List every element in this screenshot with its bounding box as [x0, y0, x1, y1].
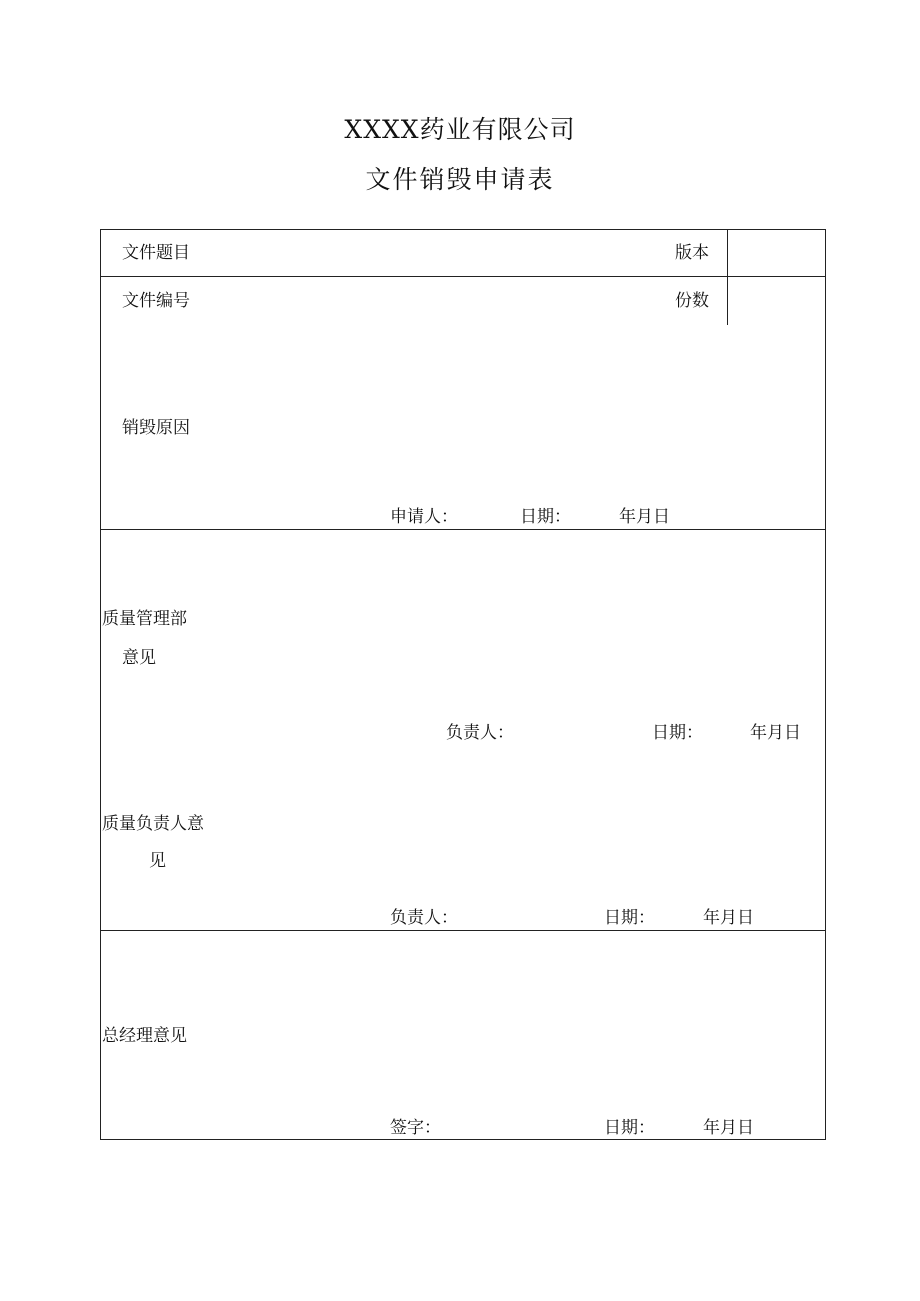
qa-head-ymd-label: 年月日: [703, 908, 754, 928]
gm-ymd-label: 年月日: [703, 1118, 754, 1138]
qa-head-label-line1: 质量负责人意: [102, 814, 204, 834]
version-label: 版本: [675, 243, 709, 263]
form-table: [100, 229, 826, 1140]
qa-dept-ymd-label: 年月日: [750, 723, 801, 743]
gm-sign-label: 签字：: [390, 1118, 441, 1138]
qa-head-person-label: 负责人：: [390, 908, 458, 928]
doc-title-label: 文件题目: [122, 243, 190, 263]
destroy-reason-label: 销毁原因: [122, 418, 190, 438]
company-name: XXXX药业有限公司: [344, 115, 576, 144]
qa-dept-label-line2: 意见: [122, 648, 156, 668]
applicant-label: 申请人：: [390, 507, 458, 527]
reason-date-label: 日期：: [520, 507, 571, 527]
qa-dept-person-label: 负责人：: [446, 723, 514, 743]
row-divider-2: [100, 529, 826, 530]
gm-date-label: 日期：: [604, 1118, 655, 1138]
reason-ymd-label: 年月日: [619, 507, 670, 527]
row-divider-1: [100, 276, 826, 277]
qa-dept-date-label: 日期：: [652, 723, 703, 743]
gm-opinion-label: 总经理意见: [102, 1026, 187, 1046]
doc-number-label: 文件编号: [122, 291, 190, 311]
form-title: 文件销毁申请表: [365, 165, 555, 194]
copies-label: 份数: [675, 291, 709, 311]
row-divider-3: [100, 930, 826, 931]
qa-head-label-line2: 见: [149, 851, 166, 871]
qa-dept-label-line1: 质量管理部: [102, 609, 187, 629]
column-divider: [727, 229, 728, 325]
qa-head-date-label: 日期：: [604, 908, 655, 928]
